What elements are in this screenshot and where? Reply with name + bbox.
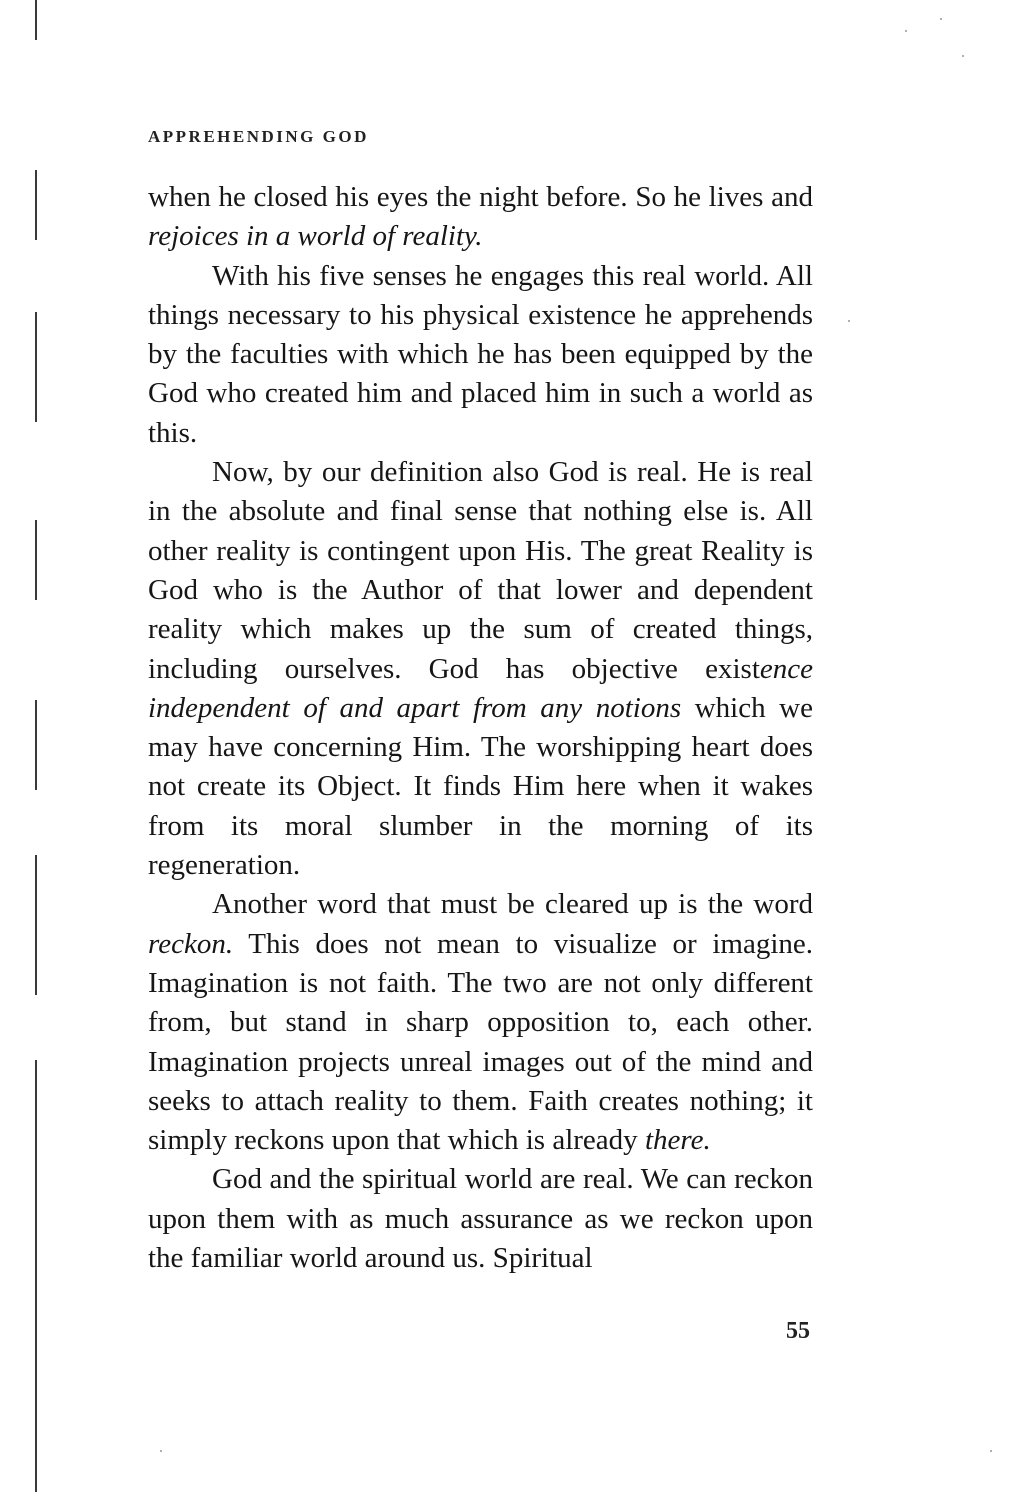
running-head: APPREHENDING GOD [148,127,369,146]
scan-margin-mark [35,700,37,790]
paragraph [148,257,813,453]
scan-margin-mark [35,0,37,40]
scan-margin-mark [35,1060,37,1492]
text-run: With his five senses he engages this real world. All things necessary to his physical existence he apprehends by the faculties with which he has been equipped by the God who created him and placed him in such a world as this. [148,259,813,449]
scan-margin-mark [35,170,37,240]
paragraph [148,453,813,885]
scan-speck [848,320,850,322]
scan-margin-mark [35,855,37,995]
italic-text: rejoices in a world of reality. [148,220,483,253]
scan-speck [160,1450,162,1452]
paragraph [148,178,813,257]
scan-speck [940,18,942,20]
paragraph [148,1160,813,1278]
text-run: which we may have concerning Him. The worshipping heart does not create its Object. It finds Him here when it wakes from its moral slumber in the morning of its regeneration. [148,691,813,882]
text-run: God and the spiritual world are real. We can reckon upon them with as much assurance as we reckon upon the familiar world around us. Spiritual [148,1163,813,1275]
scan-speck [962,55,964,57]
scan-margin-mark [35,520,37,600]
italic-text: there. [644,1124,711,1157]
italic-text: reckon. [148,927,234,960]
scan-speck [905,30,907,32]
text-run: This does not mean to visualize or imagine. Imagination is not faith. The two are not only different from, but stand in sharp opposition to, each other. Imagination projects unreal images out of the mind and seeks to attach reality to them. Faith creates nothing; it simply reckons upon that which is already [148,927,813,1157]
page-number: 55 [786,1318,810,1344]
text-run: when he closed his eyes the night before. So he lives and [148,181,813,213]
body-text [148,178,813,1278]
scan-margin-mark [35,312,37,422]
text-run: Now, by our definition also God is real. He is real in the absolute and final sense that nothing else is. All other reality is contingent upon His. The great Reality is God who is the Author of that lower and dependent reality which makes up the sum of created things, including ourselves. God has objective exist [148,456,813,685]
paragraph [148,885,813,1160]
italic-text: ence independent of and apart from any notions [148,652,813,724]
scan-speck [990,1450,992,1452]
text-run: Another word that must be cleared up is the word [212,888,813,921]
